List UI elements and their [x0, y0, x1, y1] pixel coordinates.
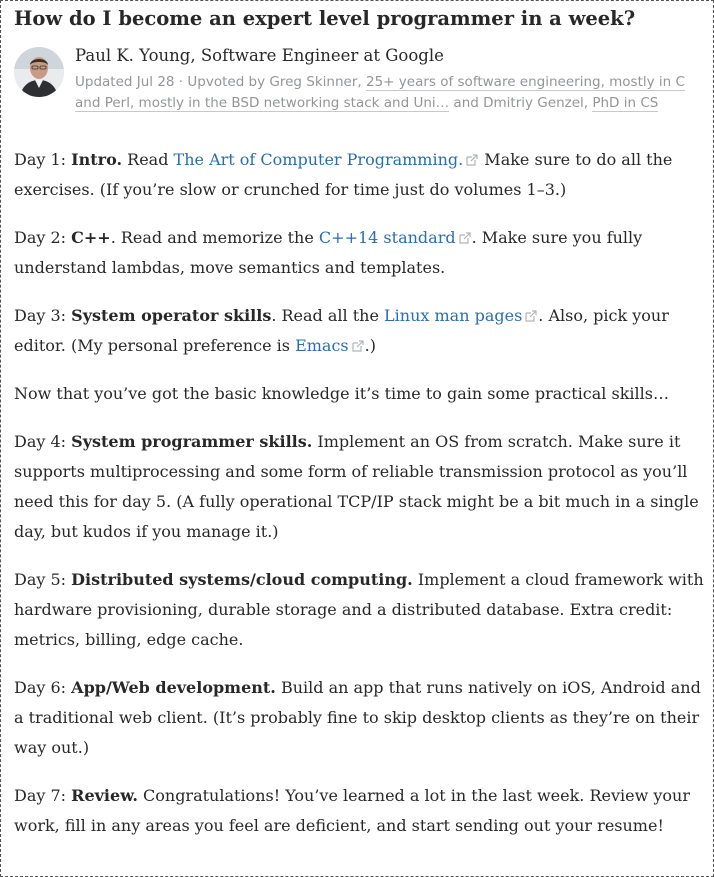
external-link-icon [458, 231, 472, 245]
day-prefix: Day 6: [14, 678, 72, 697]
day-heading: System programmer skills. [71, 432, 313, 451]
day-prefix: Day 7: [14, 786, 72, 805]
day-prefix: Day 5: [14, 570, 72, 589]
external-link-icon [465, 153, 479, 167]
day-prefix: Day 4: [14, 432, 72, 451]
meta-separator: · [174, 74, 188, 90]
paragraph-text: Read [122, 150, 174, 169]
answer-meta [75, 72, 711, 114]
day-heading: Distributed systems/cloud computing. [71, 570, 413, 589]
taocp-link[interactable]: The Art of Computer Programming. [173, 150, 464, 169]
day-heading: C++ [71, 228, 111, 247]
meta-comma: , [583, 95, 593, 111]
upvoter-credential[interactable]: PhD in CS [592, 95, 659, 111]
external-link-icon [524, 309, 538, 323]
answer-paragraph-day2 [14, 223, 714, 283]
day-heading: Intro. [71, 150, 123, 169]
cpp14-standard-link[interactable]: C++14 standard [318, 228, 456, 247]
answer-paragraph-day3 [14, 301, 714, 361]
answer-paragraph-day1 [14, 145, 714, 205]
day-prefix: Day 1: [14, 150, 72, 169]
meta-comma: , [357, 74, 366, 90]
upvoter-credential[interactable]: 25+ years of software engineering, mostly in C and Perl, mostly in the BSD networking stack and Uni… [75, 74, 685, 111]
updated-date[interactable]: Updated Jul 28 [75, 74, 175, 90]
answer-body [14, 145, 714, 859]
paragraph-text: Make sure to do all the exercises. (If you’re slow or crunched for time just do volumes 1–3.) [14, 150, 673, 199]
paragraph-text: .) [364, 336, 376, 355]
paragraph-text: Implement a cloud framework with hardware provisioning, durable storage and a distributed database. Extra credit: metrics, billing, edge cache. [14, 570, 704, 649]
day-heading: App/Web development. [71, 678, 276, 697]
day-prefix: Day 2: [14, 228, 72, 247]
upvoter-name[interactable]: Greg Skinner [269, 74, 358, 90]
external-link-icon [351, 339, 365, 353]
paragraph-text: Implement an OS from scratch. Make sure it supports multiprocessing and some form of reliable transmission protocol as you’ll need this for day 5. (A fully operational TCP/IP stack might be a bit much in a single day, but kudos if you manage it.) [14, 432, 699, 541]
linux-man-pages-link[interactable]: Linux man pages [384, 306, 523, 325]
author-name-credential[interactable]: Paul K. Young, Software Engineer at Google [75, 46, 444, 65]
upvoted-by-label: Upvoted by [187, 74, 270, 90]
paragraph-text: . Also, pick your editor. (My personal preference is [14, 306, 669, 355]
day-heading: Review. [71, 786, 138, 805]
emacs-link[interactable]: Emacs [295, 336, 349, 355]
answer-paragraph-day6 [14, 673, 714, 763]
day-prefix: Day 3: [14, 306, 72, 325]
answer-paragraph-day5 [14, 565, 714, 655]
avatar[interactable] [14, 47, 64, 97]
upvoter-name[interactable]: Dmitriy Genzel [483, 95, 584, 111]
question-title[interactable]: How do I become an expert level programmer in a week? [14, 7, 636, 30]
paragraph-text: Build an app that runs natively on iOS, Android and a traditional web client. (It’s probably fine to skip desktop clients as they’re on their way out.) [14, 678, 701, 757]
paragraph-text: . Read and memorize the [110, 228, 319, 247]
meta-and: and [449, 95, 484, 111]
paragraph-text: . Make sure you fully understand lambdas, move semantics and templates. [14, 228, 643, 277]
answer-paragraph-interlude: Now that you’ve got the basic knowledge it’s time to gain some practical skills… [14, 384, 669, 403]
avatar-portrait [14, 47, 64, 97]
answer-paragraph-day4 [14, 427, 714, 547]
paragraph-text: . Read all the [271, 306, 385, 325]
paragraph-text: Congratulations! You’ve learned a lot in the last week. Review your work, fill in any areas you feel are deficient, and start sending out your resume! [14, 786, 690, 835]
day-heading: System operator skills [71, 306, 272, 325]
answer-paragraph-day7 [14, 781, 714, 841]
